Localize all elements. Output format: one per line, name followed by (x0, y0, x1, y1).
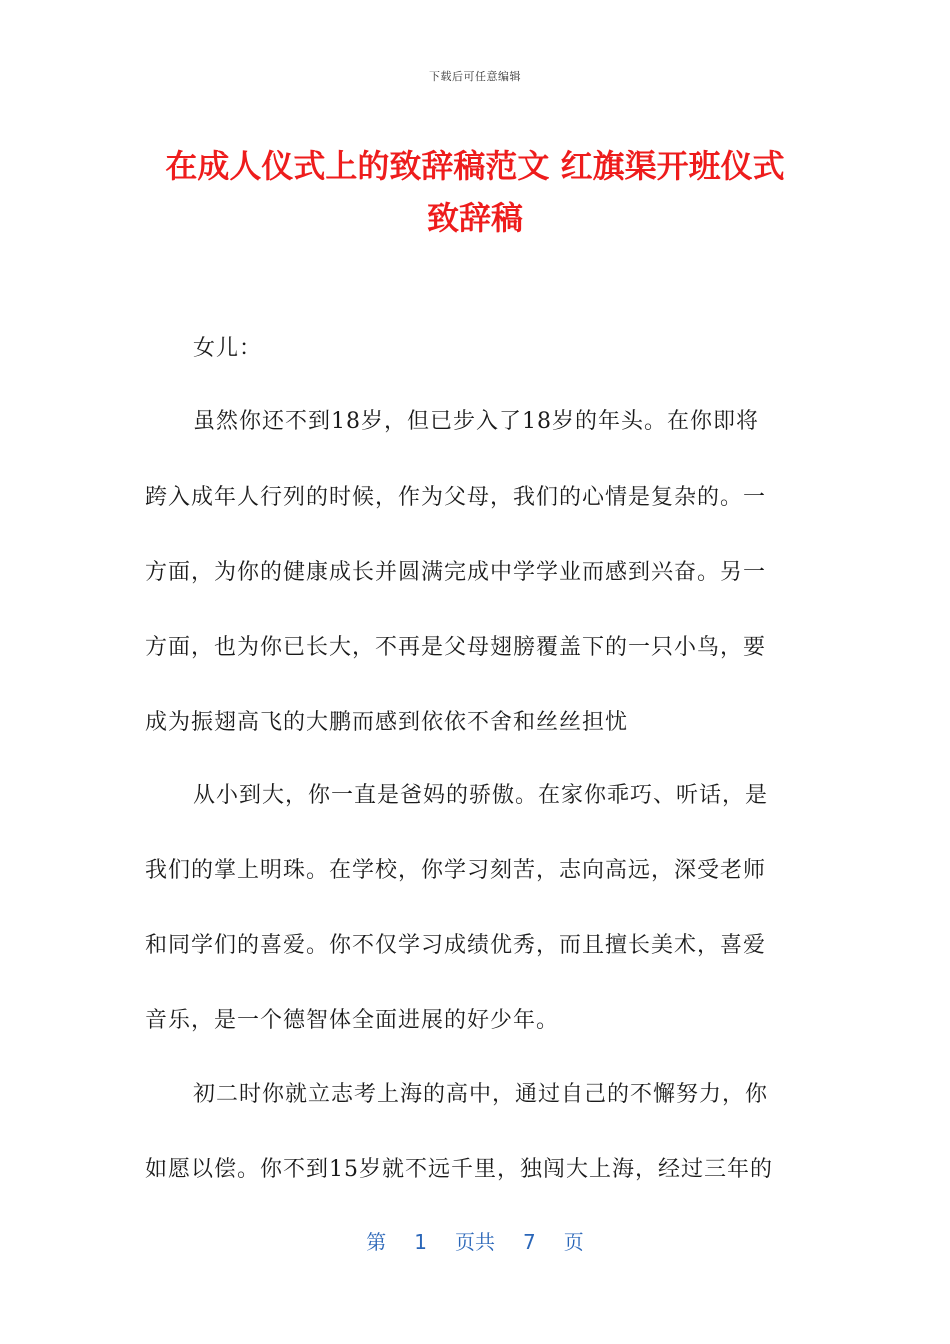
page-middle: 页共 (455, 1230, 495, 1254)
body-line: 音乐，是一个德智体全面进展的好少年。 (145, 1008, 560, 1033)
salutation-line: 女儿： (193, 336, 263, 361)
body-line: 跨入成年人行列的时候，作为父母，我们的心情是复杂的。一 (145, 485, 767, 510)
body-line: 如愿以偿。你不到15岁就不远千里，独闯大上海，经过三年的 (145, 1157, 773, 1182)
header-note: 下载后可任意编辑 (429, 70, 521, 83)
body-line: 成为振翅高飞的大鹏而感到依依不舍和丝丝担忧 (145, 710, 629, 735)
body-line: 初二时你就立志考上海的高中，通过自己的不懈努力，你 (193, 1082, 769, 1107)
page-total-number: 7 (523, 1230, 536, 1254)
body-line: 我们的掌上明珠。在学校，你学习刻苦，志向高远，深受老师 (145, 858, 767, 883)
page-prefix: 第 (366, 1230, 387, 1254)
body-line: 从小到大，你一直是爸妈的骄傲。在家你乖巧、听话，是 (193, 783, 769, 808)
page-footer (0, 1226, 950, 1255)
body-line: 方面，也为你已长大，不再是父母翅膀覆盖下的一只小鸟，要 (145, 635, 767, 660)
page-current-number: 1 (414, 1230, 427, 1254)
body-line: 和同学们的喜爱。你不仅学习成绩优秀，而且擅长美术，喜爱 (145, 933, 767, 958)
title-line-2: 致辞稿 (426, 199, 523, 237)
page-suffix: 页 (563, 1230, 584, 1254)
body-line: 方面，为你的健康成长并圆满完成中学学业而感到兴奋。另一 (145, 560, 767, 585)
body-line: 虽然你还不到18岁，但已步入了18岁的年头。在你即将 (193, 409, 759, 434)
title-line-1: 在成人仪式上的致辞稿范文 红旗渠开班仪式 (165, 147, 785, 185)
